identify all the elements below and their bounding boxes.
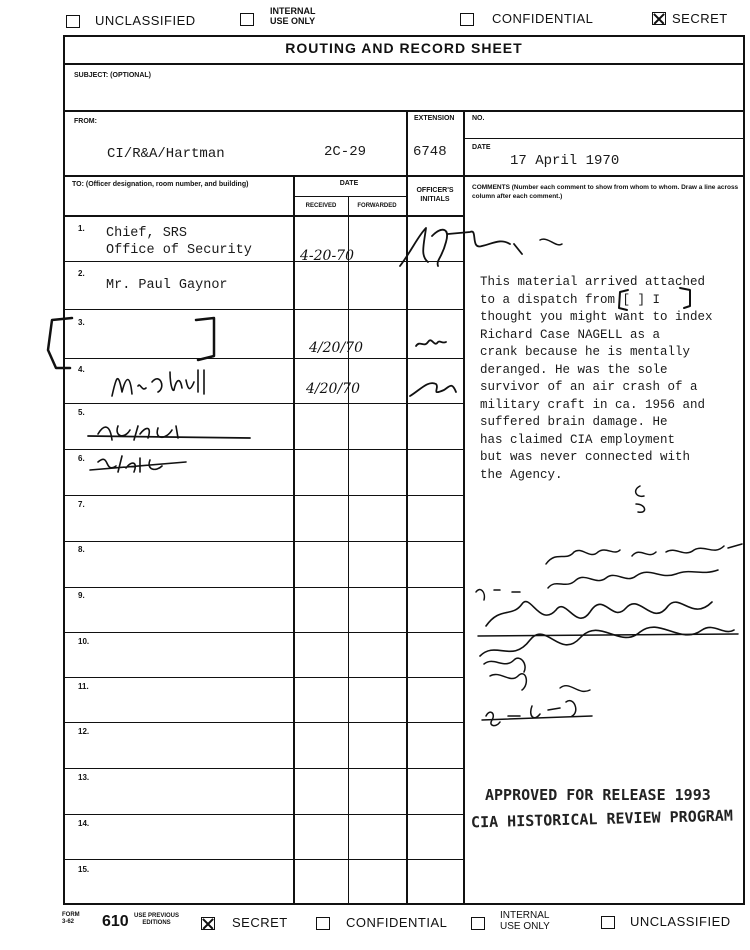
footer-confidential-checkbox[interactable] — [316, 917, 330, 930]
from-label: FROM: — [74, 118, 97, 125]
signature-scrawl — [480, 627, 734, 656]
redaction-bracket — [619, 290, 628, 310]
initials-header-line2: INITIALS — [420, 196, 450, 203]
footer-secret-label: SECRET — [232, 915, 288, 930]
row-number: 11. — [78, 682, 89, 691]
secret-label: SECRET — [672, 11, 728, 26]
internal-use-line2: USE ONLY — [270, 16, 316, 26]
row-number: 13. — [78, 773, 90, 782]
struck-text — [98, 426, 178, 440]
form-number: 610 — [102, 913, 129, 930]
row-number: 10. — [78, 637, 90, 646]
row-number: 1. — [78, 224, 85, 233]
previous-editions-line1: USE PREVIOUS — [134, 913, 180, 919]
row1-to-line1: Chief, SRS — [106, 226, 188, 241]
footer-internal-use-line1: INTERNAL — [500, 910, 550, 921]
forwarded-header: FORWARDED — [357, 203, 397, 209]
handwritten-name — [112, 370, 204, 396]
row4-received-date: 4/20/70 — [306, 381, 360, 397]
extension-value: 6748 — [413, 144, 447, 160]
row-number: 3. — [78, 318, 85, 327]
comment-line: suffered brain damage. He — [480, 415, 668, 429]
comment-line: but was never connected with — [480, 450, 691, 464]
from-value: CI/R&A/Hartman — [107, 146, 225, 162]
unclassified-label: UNCLASSIFIED — [95, 13, 196, 28]
handwritten-date — [486, 701, 576, 726]
initials-signature — [400, 228, 522, 266]
comment-line: military craft in ca. 1956 and — [480, 397, 706, 412]
handwritten-note — [546, 544, 742, 564]
handwritten-scribble — [90, 456, 186, 472]
row-number: 2. — [78, 269, 85, 278]
form-label-line2: 3-62 — [62, 919, 75, 925]
from-room: 2C-29 — [324, 144, 367, 160]
redaction-bracket — [680, 288, 690, 308]
row-number: 5. — [78, 408, 85, 417]
footer-confidential-label: CONFIDENTIAL — [346, 915, 448, 930]
row-number: 9. — [78, 591, 85, 600]
previous-editions-note — [134, 913, 179, 927]
comment-line: has claimed CIA employment — [480, 432, 676, 447]
comments-header: COMMENTS (Number each comment to show from whom to whom. Draw a line across column after each comment.) — [472, 184, 739, 200]
release-stamp-line1: APPROVED FOR RELEASE 1993 — [485, 786, 711, 804]
strike-line — [478, 634, 738, 636]
footer-unclassified-checkbox[interactable] — [601, 916, 615, 929]
footer-internal-use-checkbox[interactable] — [471, 917, 485, 930]
comment-line: survivor of an air crash of a — [480, 380, 698, 394]
row-number: 8. — [78, 545, 85, 554]
date-header: DATE — [339, 180, 359, 187]
row-number: 6. — [78, 454, 85, 463]
initials-mark — [410, 383, 456, 396]
confidential-label: CONFIDENTIAL — [492, 11, 594, 26]
row-number: 15. — [78, 865, 90, 874]
footer-unclassified-label: UNCLASSIFIED — [630, 914, 731, 929]
internal-use-line1: INTERNAL — [270, 6, 316, 16]
form-title: ROUTING AND RECORD SHEET — [285, 40, 523, 56]
footer-internal-use-line2: USE ONLY — [500, 921, 550, 932]
row3-received-date: 4/20/70 — [309, 340, 363, 356]
signature-scrawl — [484, 658, 526, 690]
handwritten-mark — [560, 686, 590, 692]
row2-to-line1: Mr. Paul Gaynor — [106, 278, 228, 293]
comment-line: crank because he is mentally — [480, 345, 691, 359]
form-label-line1: FORM — [62, 912, 80, 918]
received-header: RECEIVED — [305, 203, 337, 209]
extension-label: EXTENSION — [414, 115, 455, 122]
footer-secret-checkbox-checked[interactable] — [201, 917, 215, 930]
row-number: 12. — [78, 727, 90, 736]
comment-line: This material arrived attached — [480, 275, 706, 289]
row-number: 7. — [78, 500, 85, 509]
release-stamp-line2: CIA HISTORICAL REVIEW PROGRAM — [470, 806, 734, 832]
handwritten-mark — [636, 486, 645, 512]
initials-header-line1: OFFICER'S — [416, 187, 454, 194]
date-label: DATE — [472, 144, 491, 151]
row1-to-line2: Office of Security — [106, 243, 252, 258]
initials-mark — [416, 340, 446, 346]
footer-internal-use-label — [500, 910, 550, 932]
to-header: TO: (Officer designation, room number, and building) — [72, 181, 249, 188]
comment-line: Richard Case NAGELL as a — [480, 327, 661, 342]
comment-line: the Agency. — [480, 467, 563, 482]
signature-scrawl — [486, 601, 712, 626]
redaction-bracket — [196, 318, 214, 360]
row1-received-date: 4-20-70 — [300, 248, 354, 264]
comment-line: thought you might want to index — [480, 310, 713, 324]
previous-editions-line2: EDITIONS — [142, 920, 171, 926]
handwritten-note — [476, 570, 718, 600]
date-value: 17 April 1970 — [510, 153, 620, 169]
form-label — [62, 912, 80, 926]
comment-scribble — [540, 239, 562, 245]
comment-line: to a dispatch from [ ] I — [480, 292, 661, 307]
comment-line: deranged. He was the sole — [480, 362, 668, 377]
no-label: NO. — [472, 115, 485, 122]
row-number: 4. — [78, 365, 85, 374]
redaction-bracket — [48, 318, 72, 368]
row-number: 14. — [78, 819, 90, 828]
subject-label: SUBJECT: (OPTIONAL) — [74, 72, 151, 79]
